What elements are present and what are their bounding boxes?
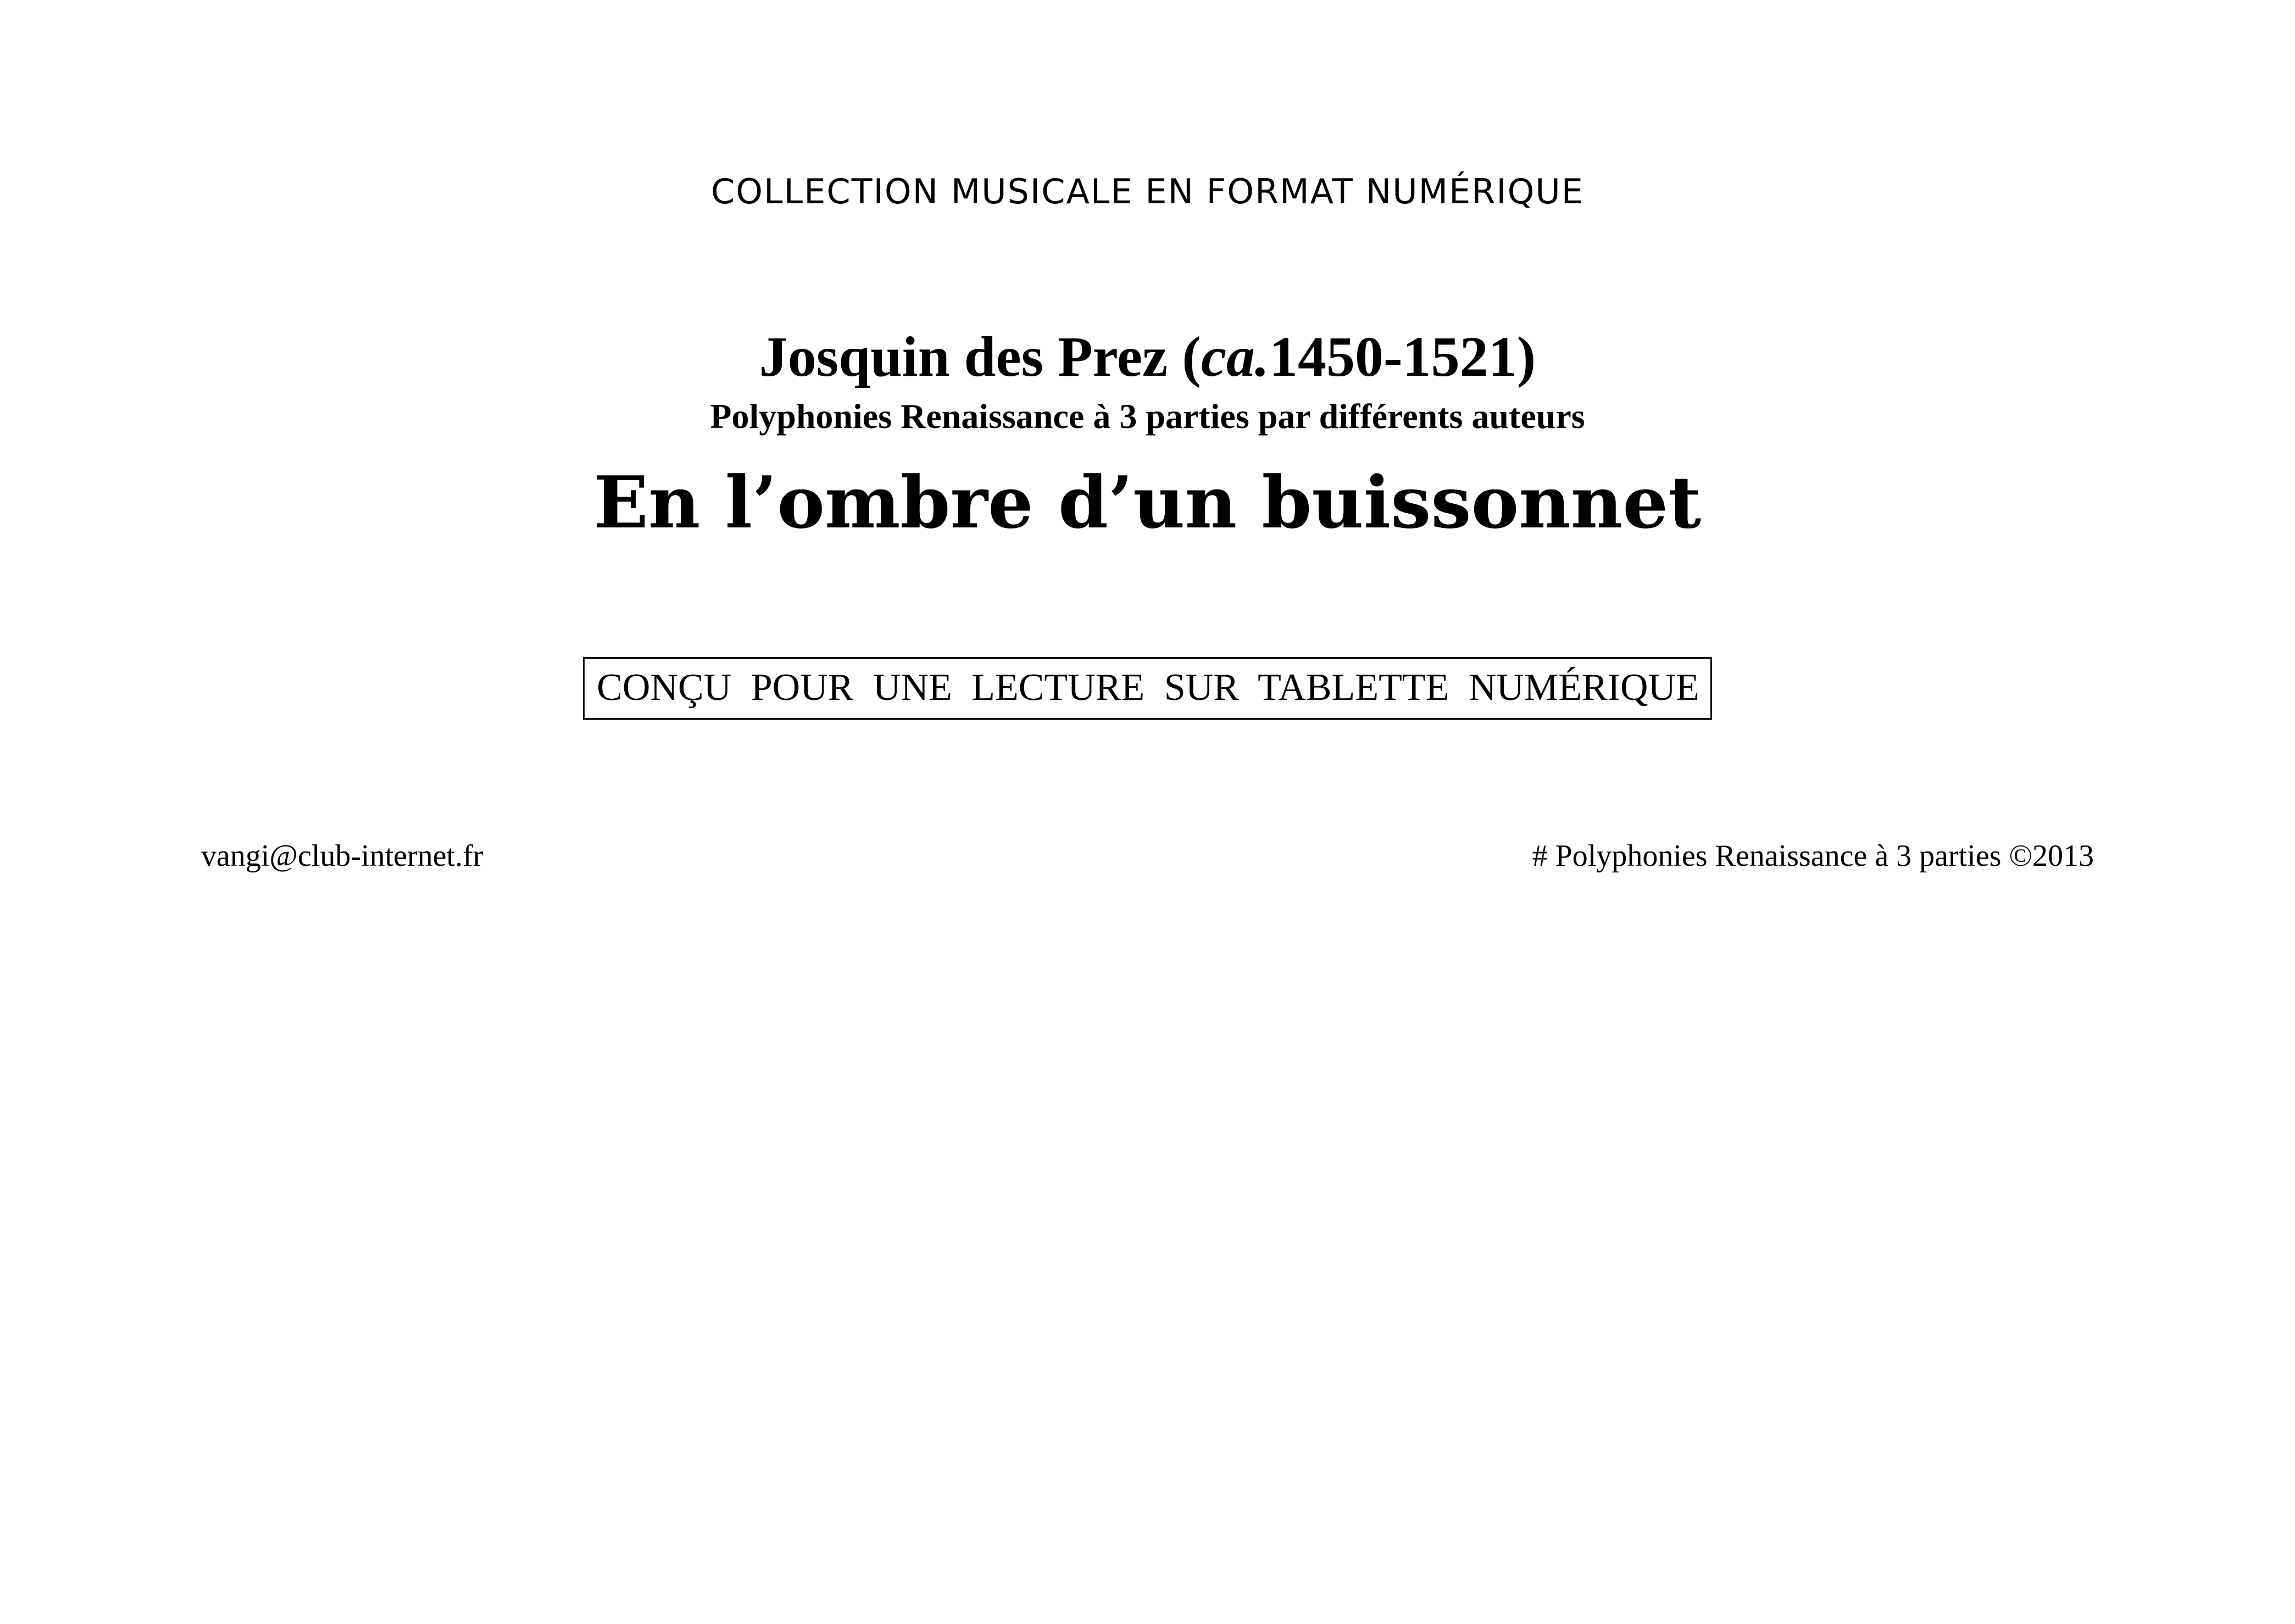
composer-circa: ca. (1201, 325, 1270, 388)
contact-email: vangi@club-internet.fr (201, 839, 484, 873)
tablet-notice-box: CONÇU POUR UNE LECTURE SUR TABLETTE NUMÉRIQUE (583, 657, 1712, 720)
collection-subtitle: Polyphonies Renaissance à 3 parties par différents auteurs (710, 397, 1585, 436)
piece-title: En l’ombre d’un buissonnet (593, 460, 1702, 544)
collection-heading: COLLECTION MUSICALE EN FORMAT NUMÉRIQUE (711, 171, 1584, 212)
notice-wrapper (0, 657, 2295, 720)
composer-line (0, 325, 2295, 388)
copyright-notice: # Polyphonies Renaissance à 3 parties ©2013 (1532, 839, 2094, 873)
composer-name: Josquin des Prez ( (759, 325, 1201, 388)
composer-dates: 1450-1521) (1269, 325, 1536, 388)
